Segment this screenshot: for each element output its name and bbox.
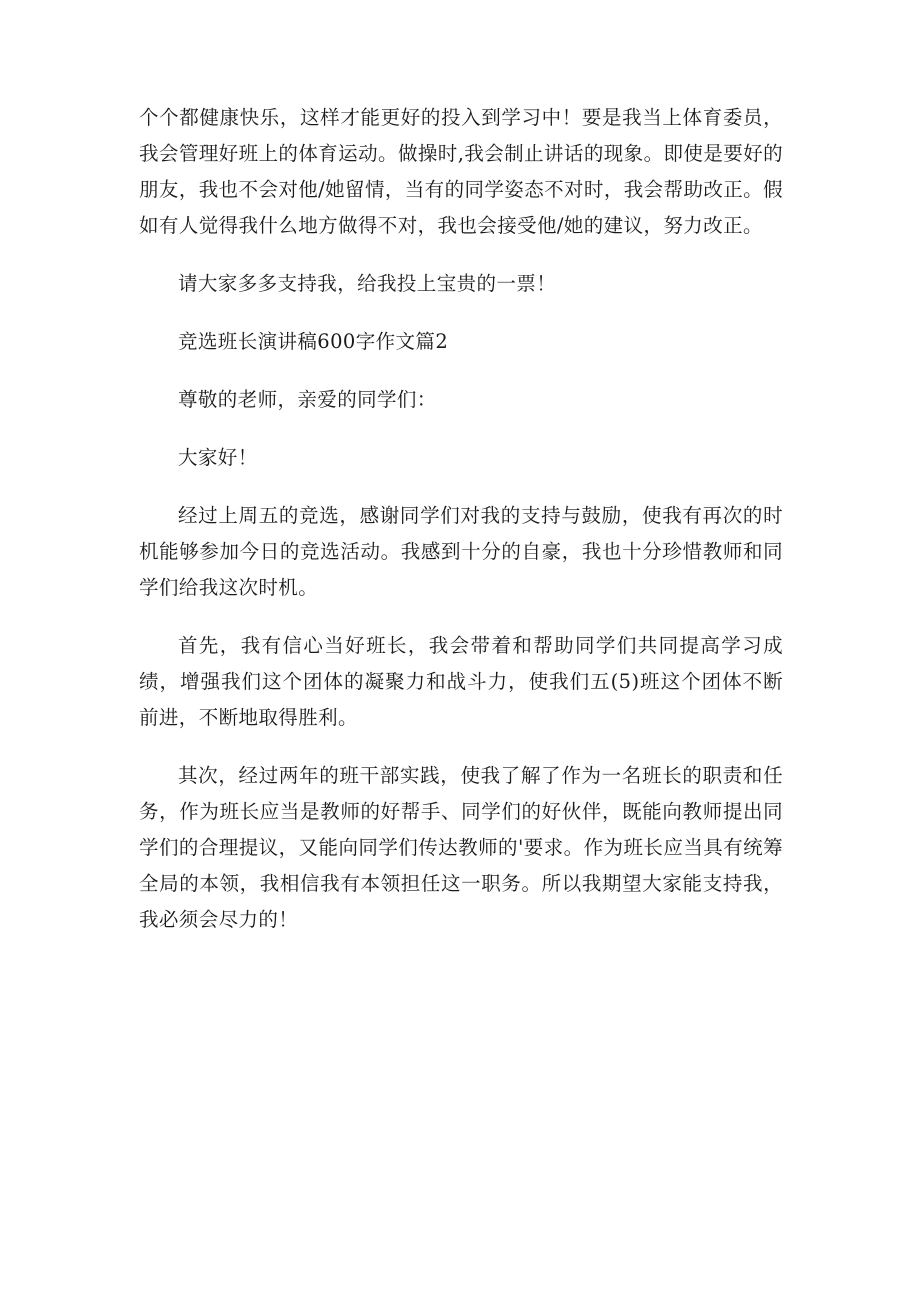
greeting: 大家好！: [178, 446, 258, 469]
paragraph-6: 经过上周五的竞选，感谢同学们对我的支持与鼓励，使我有再次的时机能够参加今日的竞选活动。我感到十分的自豪，我也十分珍惜教师和同学们给我这次时机。: [139, 504, 783, 599]
paragraph-7: 首先，我有信心当好班长，我会带着和帮助同学们共同提高学习成绩，增强我们这个团体的凝聚力和战斗力，使我们五(5)班这个团体不断前进，不断地取得胜利。: [139, 634, 783, 729]
section-heading: 竞选班长演讲稿600字作文篇2: [178, 330, 449, 353]
paragraph-1: 个个都健康快乐，这样才能更好的投入到学习中！要是我当上体育委员，我会管理好班上的体育运动。做操时,我会制止讲话的现象。即使是要好的朋友，我也不会对他/她留情，当有的同学姿态不对时，我会帮助改正。假如有人觉得我什么地方做得不对，我也会接受他/她的建议，努力改正。: [139, 106, 783, 237]
document-body: [139, 100, 783, 960]
paragraph-2: 请大家多多支持我，给我投上宝贵的一票！: [178, 272, 557, 295]
paragraph-8: 其次，经过两年的班干部实践，使我了解了作为一名班长的职责和任务，作为班长应当是教师的好帮手、同学们的好伙伴，既能向教师提出同学们的合理提议，又能向同学们传达教师的'要求。作为班长应当具有统筹全局的本领，我相信我有本领担任这一职务。所以我期望大家能支持我，我必须会尽力的！: [139, 764, 783, 931]
salutation: 尊敬的老师，亲爱的同学们：: [178, 388, 437, 411]
